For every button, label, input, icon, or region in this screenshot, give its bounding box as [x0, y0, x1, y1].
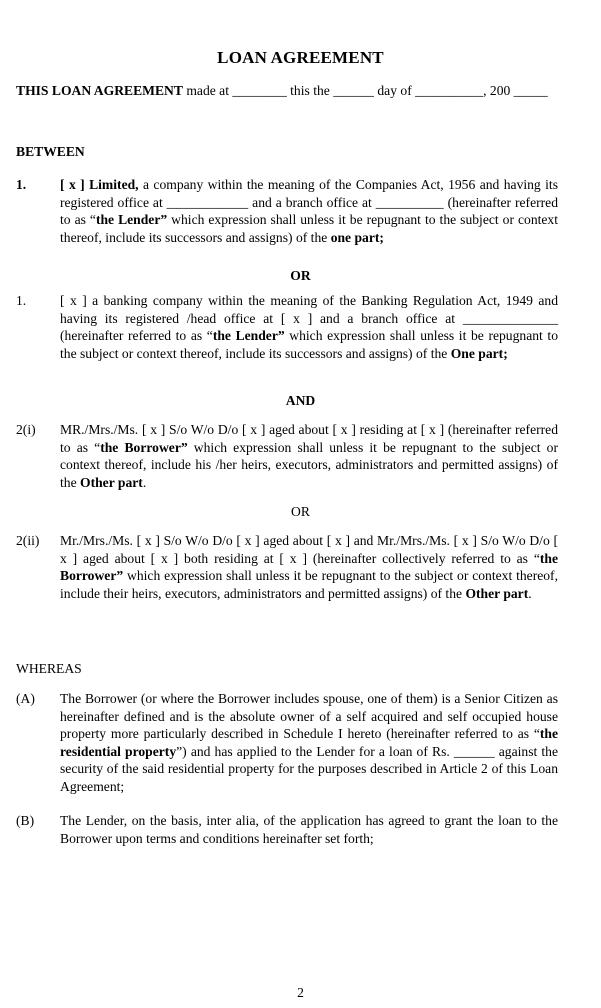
- party1-text-b: which expression shall unless it be repugnant to the subject or context thereof, include its successors and assigns) of the: [60, 212, 559, 245]
- or-heading-2: OR: [291, 504, 310, 519]
- party1-lender: the Lender”: [95, 212, 168, 228]
- party1-paragraph: [60, 176, 558, 246]
- intro-paragraph: [16, 82, 560, 100]
- party2i-borrower: the Borrower”: [100, 439, 188, 455]
- party1b-lender: the Lender”: [212, 328, 285, 344]
- party2ii-borrower: the Borrower”: [60, 550, 558, 584]
- intro-lead: THIS LOAN AGREEMENT: [16, 83, 183, 98]
- party1-text-a: a company within the meaning of the Companies Act, 1956 and having its registered office at ____________ and a branch office at __________ (hereinafter referred to as “: [60, 177, 558, 228]
- party2ii-text-a: Mr./Mrs./Ms. [ x ] S/o W/o D/o [ x ] aged about [ x ] and Mr./Mrs./Ms. [ x ] S/o W/o D/o [ x ] aged about [ x ] both residing at [ x ] (hereinafter collectively referred to as “: [60, 533, 558, 566]
- party1b-text-b: which expression shall unless it be repugnant to the subject or context thereof, include its successors and assigns) of the: [60, 328, 558, 361]
- party2ii-end: .: [528, 585, 532, 601]
- party2ii-part: Other part: [465, 585, 529, 601]
- party2i-end: .: [142, 474, 147, 490]
- document-title: LOAN AGREEMENT: [217, 48, 384, 67]
- clause-b-paragraph: The Lender, on the basis, inter alia, of the application has agreed to grant the loan to the Borrower upon terms and conditions hereinafter set forth;: [60, 813, 558, 846]
- clause-a-text-a: The Borrower (or where the Borrower includes spouse, one of them) is a Senior Citizen as hereinafter defined and is the absolute owner of a self acquired and self occupied house property more particularly described in Schedule I hereto (hereinafter referred to as “: [60, 691, 558, 742]
- party1-number: 1.: [16, 177, 27, 192]
- clause-a-paragraph: [60, 690, 558, 796]
- intro-text: made at ________ this the ______ day of __________, 200 _____: [182, 83, 548, 98]
- party1b-text-a: [ x ] a banking company within the meaning of the Banking Regulation Act, 1949 and having its registered /head office at [ x ] and a branch office at ______________ (hereinafter referred to as “: [60, 293, 558, 344]
- clause-a-text-b: ”) and has applied to the Lender for a loan of Rs. ______ against the security of the said residential property for the purposes described in Article 2 of this Loan Agreement;: [60, 743, 558, 794]
- whereas-heading: WHEREAS: [16, 661, 82, 676]
- party1b-part: One part;: [450, 345, 508, 361]
- party2ii-number: 2(ii): [16, 533, 40, 548]
- party1-name: [ x ] Limited,: [60, 177, 139, 192]
- party1b-paragraph: [60, 292, 558, 362]
- party1b-number: 1.: [16, 293, 27, 308]
- party2ii-text-b: which expression shall unless it be repugnant to the subject or context thereof, include their heirs, executors, administrators and permitted assigns) of the: [60, 568, 558, 601]
- page-number: 2: [297, 985, 304, 1000]
- party2i-text-a: MR./Mrs./Ms. [ x ] S/o W/o D/o [ x ] aged about [ x ] residing at [ x ] (hereinafter referred to as “: [60, 422, 558, 455]
- party1-part: one part;: [330, 229, 384, 245]
- clause-a-property: the residential property: [60, 726, 558, 759]
- party2ii-paragraph: [60, 532, 558, 602]
- clause-b-label: (B): [16, 813, 35, 828]
- or-heading-1: OR: [290, 268, 311, 283]
- party2i-number: 2(i): [16, 422, 36, 437]
- clause-a-label: (A): [16, 691, 35, 706]
- party2i-text-b: which expression shall unless it be repugnant to the subject or context thereof, include his /her heirs, executors, administrators and permitted assigns) of the: [60, 439, 558, 490]
- between-heading: BETWEEN: [16, 144, 85, 159]
- party2i-paragraph: [60, 421, 558, 491]
- party2i-part: Other part: [80, 474, 143, 490]
- and-heading: AND: [285, 393, 316, 408]
